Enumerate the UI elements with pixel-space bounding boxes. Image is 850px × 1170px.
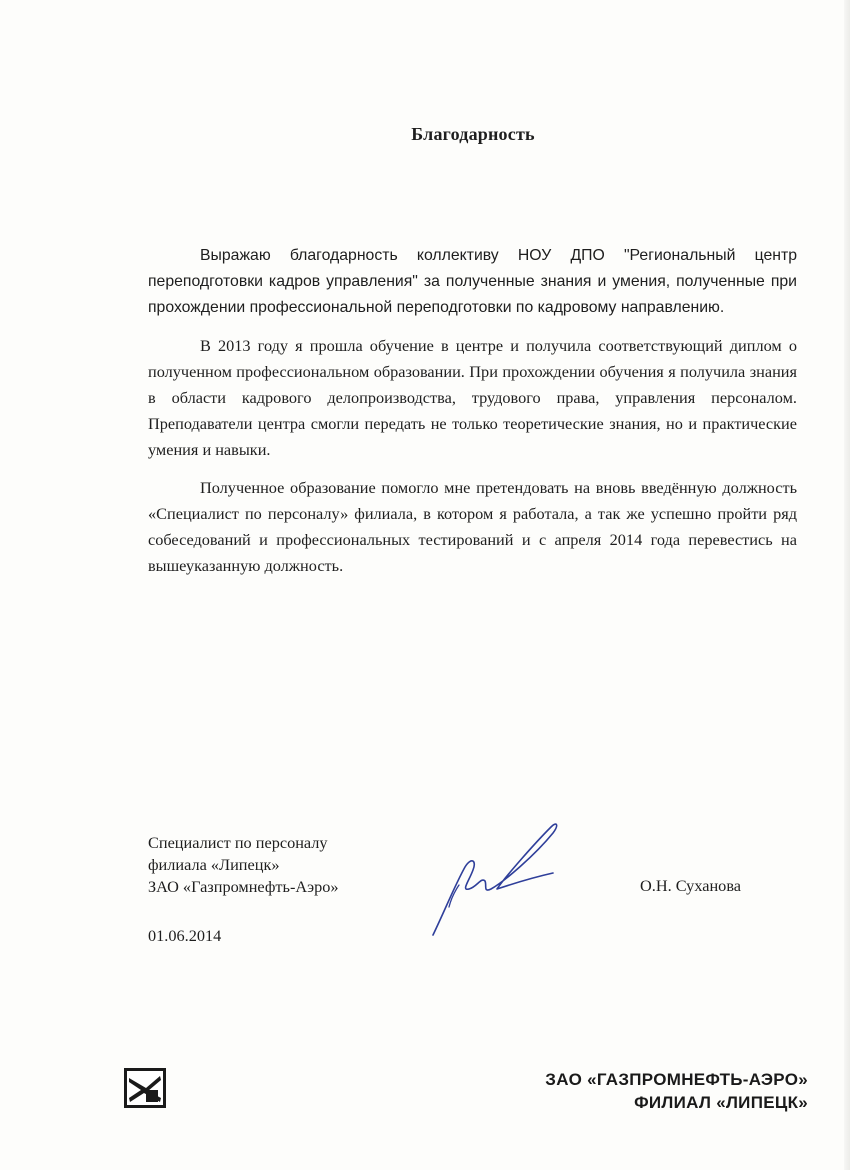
- signatory-position: [148, 832, 448, 898]
- letter-body: [148, 243, 797, 591]
- position-line-2: филиала «Липецк»: [148, 855, 280, 874]
- paragraph-3: Полученное образование помогло мне претендовать на вновь введённую должность «Специалист по персоналу» филиала, в котором я работала, а так же успешно пройти ряд собеседований и профессиональных тестирований и с апреля 2014 года перевестись на вышеуказанную должность.: [148, 478, 797, 575]
- paragraph-2: В 2013 году я прошла обучение в центре и получила соответствующий диплом о полученном профессиональном образовании. При прохождении обучения я получила знания в области кадрового делопроизводства, трудового права, управления персоналом. Преподаватели центра смогли передать не только теоретические знания, но и практические умения и навыки.: [148, 336, 797, 459]
- footer-org-line-2: ФИЛИАЛ «ЛИПЕЦК»: [634, 1093, 808, 1112]
- document-title: Благодарность: [411, 124, 535, 144]
- footer-org-line-1: ЗАО «ГАЗПРОМНЕФТЬ-АЭРО»: [545, 1070, 808, 1089]
- paragraph-1: Выражаю благодарность коллективу НОУ ДПО "Региональный центр переподготовки кадров управления" за полученные знания и умения, полученные при прохождении профессиональной переподготовки по кадровому направлению.: [148, 247, 797, 316]
- page-edge-shadow: [844, 0, 850, 1170]
- handwritten-signature-icon: [425, 815, 575, 940]
- document-date: 01.06.2014: [148, 926, 222, 945]
- position-line-1: Специалист по персоналу: [148, 833, 328, 852]
- gazpromneft-aero-logo-icon: [124, 1068, 166, 1108]
- position-line-3: ЗАО «Газпромнефть-Аэро»: [148, 877, 339, 896]
- signatory-name: О.Н. Суханова: [640, 876, 742, 895]
- footer-organization: [545, 1068, 808, 1114]
